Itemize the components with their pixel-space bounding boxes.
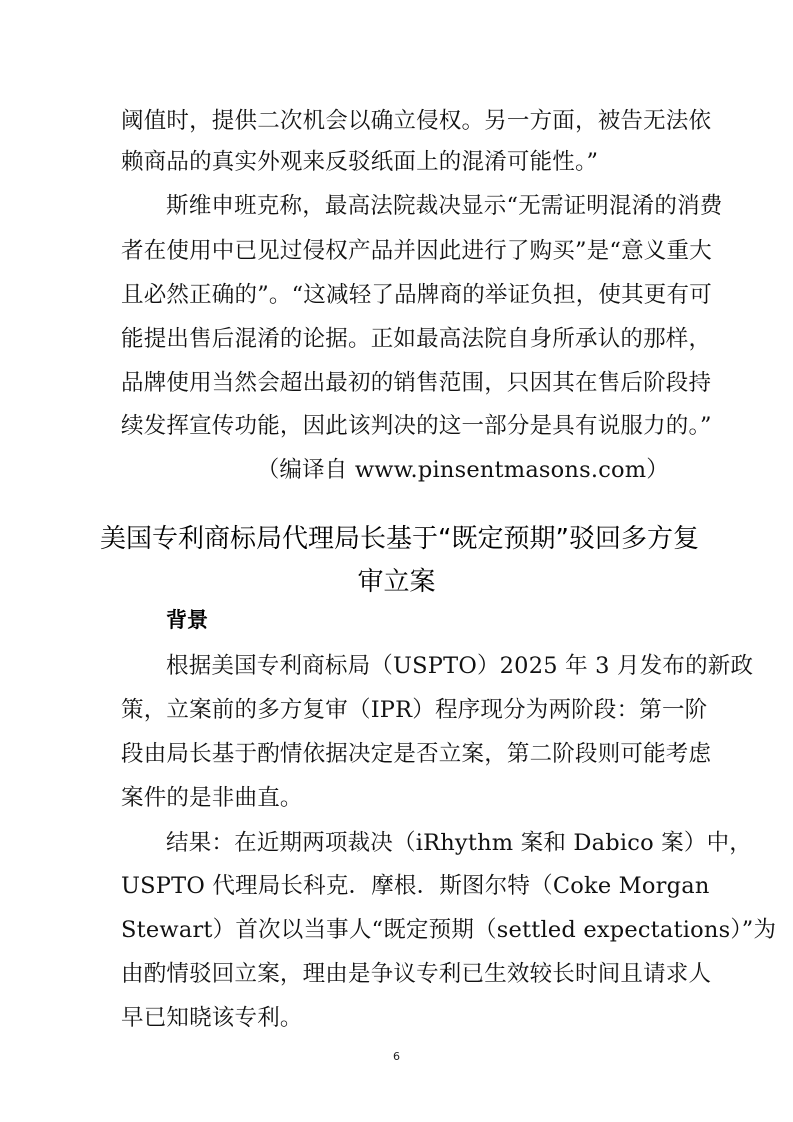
article2-title-line1: 美国专利商标局代理局长基于“既定预期”驳回多方复 [100, 524, 699, 554]
article2-p2-line1: 结果：在近期两项裁决（iRhythm 案和 Dabico 案）中， [166, 830, 752, 856]
article2-p2-line5: 早已知晓该专利。 [121, 1005, 303, 1031]
article2-title-line2: 审立案 [357, 567, 436, 597]
article2-p2-line3: Stewart）首次以当事人“既定预期（settled expectations）”为 [121, 917, 777, 943]
article2-p1-line3: 段由局长基于酌情依据决定是否立案，第二阶段则可能考虑 [121, 741, 712, 767]
article2-p2-line4: 由酌情驳回立案，理由是争议专利已生效较长时间且请求人 [121, 961, 712, 987]
article2-p1-line4: 案件的是非曲直。 [121, 785, 303, 811]
page-number: 6 [393, 1050, 400, 1063]
article1-source-credit: （编译自 www.pinsentmasons.com） [256, 457, 669, 483]
article1-p1-line1: 阈值时，提供二次机会以确立侵权。另一方面，被告无法依 [121, 108, 712, 134]
article2-subheading: 背景 [166, 608, 208, 632]
article2-p1-line2: 策，立案前的多方复审（IPR）程序现分为两阶段：第一阶 [121, 697, 708, 723]
article1-p1-line2: 赖商品的真实外观来反驳纸面上的混淆可能性。” [121, 149, 599, 175]
article1-p2-line5: 品牌使用当然会超出最初的销售范围，只因其在售后阶段持 [121, 370, 712, 396]
article2-p1-line1: 根据美国专利商标局（USPTO）2025 年 3 月发布的新政 [166, 653, 754, 679]
article2-p2-line2: USPTO 代理局长科克．摩根．斯图尔特（Coke Morgan [121, 873, 710, 899]
article1-p2-line1: 斯维申班克称，最高法院裁决显示“无需证明混淆的消费 [166, 193, 723, 219]
article1-p2-line4: 能提出售后混淆的论据。正如最高法院自身所承认的那样， [121, 326, 712, 352]
article1-p2-line2: 者在使用中已见过侵权产品并因此进行了购买”是“意义重大 [121, 238, 712, 264]
article1-p2-line6: 续发挥宣传功能，因此该判决的这一部分是具有说服力的。” [121, 413, 712, 439]
article1-p2-line3: 且必然正确的”。“这减轻了品牌商的举证负担，使其更有可 [121, 282, 712, 308]
